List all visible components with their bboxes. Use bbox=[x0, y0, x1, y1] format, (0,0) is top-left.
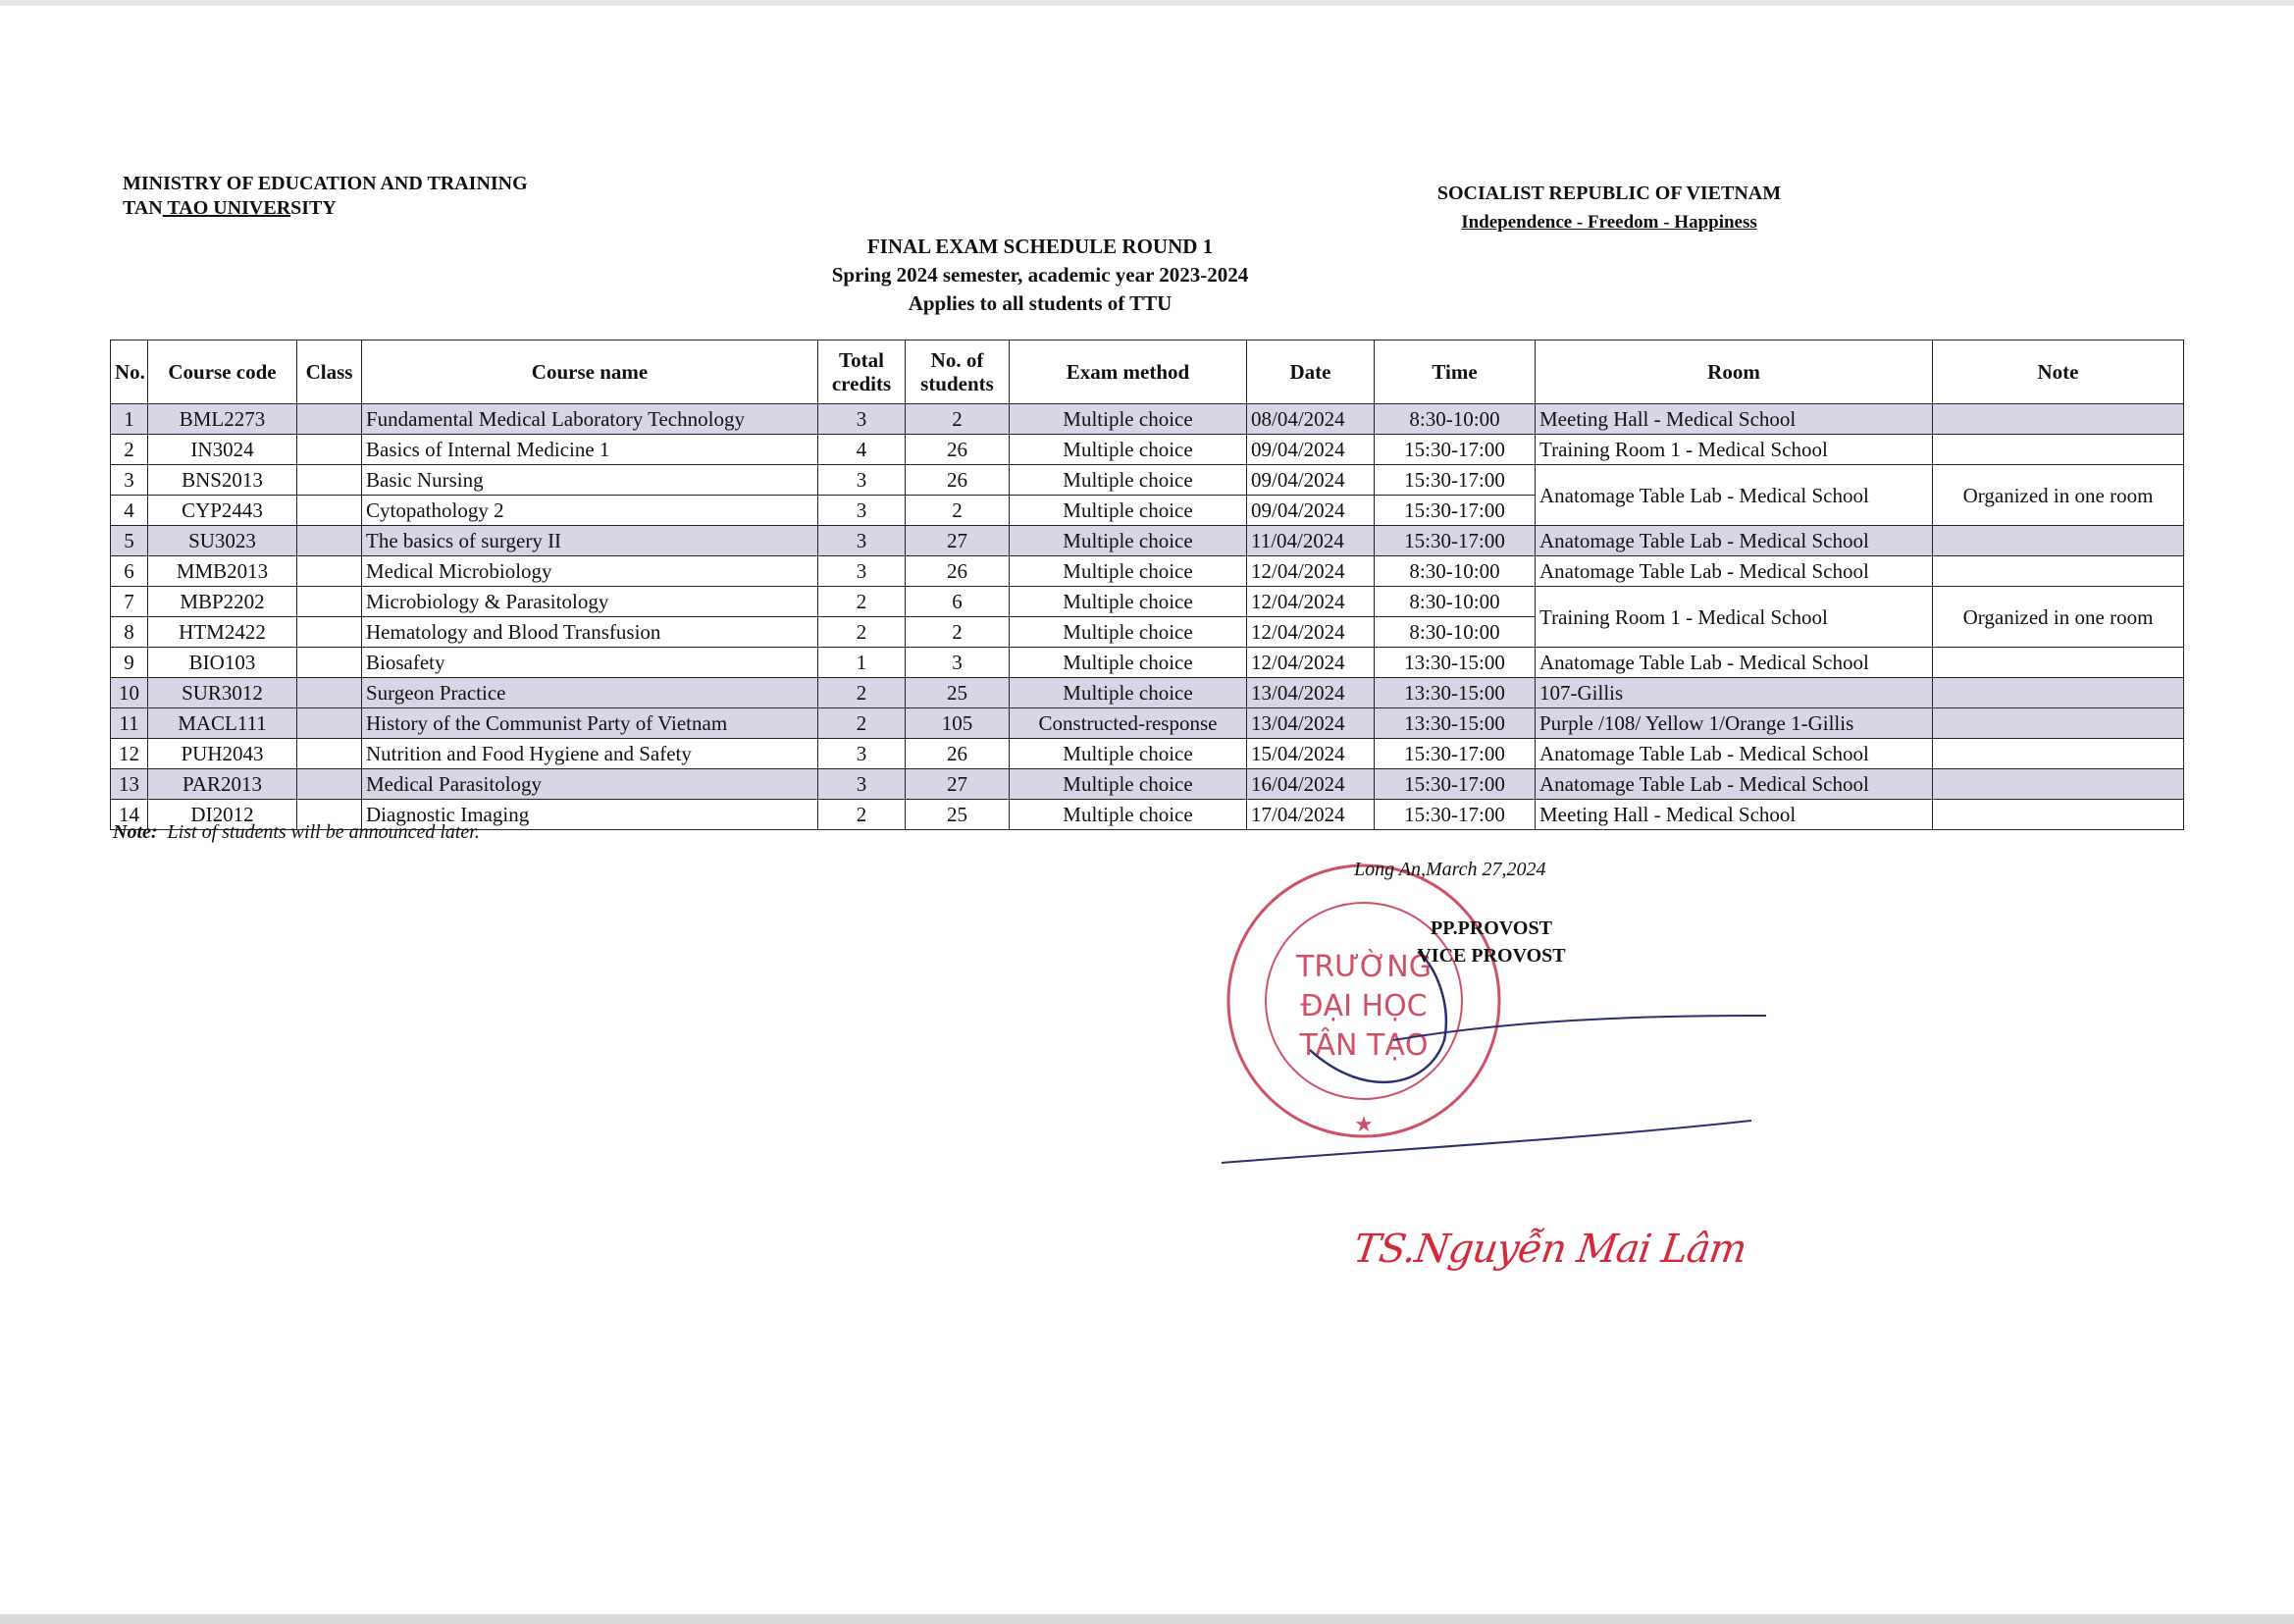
cell-method: Constructed-response bbox=[1010, 708, 1247, 739]
cell-name: Basics of Internal Medicine 1 bbox=[362, 435, 818, 465]
table-header-row bbox=[111, 341, 2184, 404]
signer-name: TS.Nguyễn Mai Lâm bbox=[1350, 1227, 1749, 1272]
cell-class bbox=[297, 587, 362, 617]
cell-date: 13/04/2024 bbox=[1247, 678, 1375, 708]
cell-no: 7 bbox=[111, 587, 148, 617]
cell-time: 13:30-15:00 bbox=[1375, 708, 1536, 739]
cell-time: 8:30-10:00 bbox=[1375, 556, 1536, 587]
cell-students: 27 bbox=[906, 526, 1010, 556]
cell-credits: 2 bbox=[818, 587, 906, 617]
cell-class bbox=[297, 678, 362, 708]
cell-time: 15:30-17:00 bbox=[1375, 769, 1536, 800]
cell-method: Multiple choice bbox=[1010, 404, 1247, 435]
cell-students: 25 bbox=[906, 678, 1010, 708]
col-header-class: Class bbox=[297, 341, 362, 404]
cell-code: IN3024 bbox=[148, 435, 297, 465]
cell-code: SU3023 bbox=[148, 526, 297, 556]
cell-credits: 2 bbox=[818, 678, 906, 708]
cell-code: BIO103 bbox=[148, 648, 297, 678]
cell-name: Basic Nursing bbox=[362, 465, 818, 496]
table-row bbox=[111, 708, 2184, 739]
cell-room: Anatomage Table Lab - Medical School bbox=[1536, 769, 1933, 800]
cell-credits: 2 bbox=[818, 617, 906, 648]
cell-name: Nutrition and Food Hygiene and Safety bbox=[362, 739, 818, 769]
cell-class bbox=[297, 435, 362, 465]
seal-star: ★ bbox=[1354, 1112, 1374, 1136]
cell-method: Multiple choice bbox=[1010, 678, 1247, 708]
seal-line-1: TRƯỜNG bbox=[1296, 950, 1432, 984]
footnote bbox=[113, 821, 480, 844]
cell-date: 12/04/2024 bbox=[1247, 556, 1375, 587]
signatory-title-1: PP.PROVOST bbox=[1431, 917, 1552, 939]
cell-code: HTM2422 bbox=[148, 617, 297, 648]
scan-edge-top bbox=[0, 0, 2294, 6]
cell-no: 12 bbox=[111, 739, 148, 769]
cell-class bbox=[297, 617, 362, 648]
cell-name: Medical Microbiology bbox=[362, 556, 818, 587]
cell-method: Multiple choice bbox=[1010, 648, 1247, 678]
cell-method: Multiple choice bbox=[1010, 496, 1247, 526]
cell-code: CYP2443 bbox=[148, 496, 297, 526]
cell-room: Meeting Hall - Medical School bbox=[1536, 800, 1933, 830]
cell-date: 15/04/2024 bbox=[1247, 739, 1375, 769]
cell-code: MMB2013 bbox=[148, 556, 297, 587]
cell-no: 13 bbox=[111, 769, 148, 800]
cell-date: 09/04/2024 bbox=[1247, 496, 1375, 526]
table-row bbox=[111, 769, 2184, 800]
cell-date: 09/04/2024 bbox=[1247, 435, 1375, 465]
cell-name: Biosafety bbox=[362, 648, 818, 678]
cell-method: Multiple choice bbox=[1010, 556, 1247, 587]
cell-time: 15:30-17:00 bbox=[1375, 496, 1536, 526]
place-and-date: Long An,March 27,2024 bbox=[1354, 859, 1546, 880]
cell-note bbox=[1933, 800, 2184, 830]
cell-method: Multiple choice bbox=[1010, 617, 1247, 648]
document-title bbox=[687, 233, 1393, 318]
cell-name: Hematology and Blood Transfusion bbox=[362, 617, 818, 648]
cell-room: Training Room 1 - Medical School bbox=[1536, 435, 1933, 465]
cell-room: Anatomage Table Lab - Medical School bbox=[1536, 648, 1933, 678]
cell-no: 3 bbox=[111, 465, 148, 496]
cell-no: 6 bbox=[111, 556, 148, 587]
cell-no: 8 bbox=[111, 617, 148, 648]
ministry-name: MINISTRY OF EDUCATION AND TRAINING bbox=[123, 173, 528, 194]
cell-students: 2 bbox=[906, 404, 1010, 435]
col-header-room: Room bbox=[1536, 341, 1933, 404]
cell-code: MBP2202 bbox=[148, 587, 297, 617]
cell-date: 09/04/2024 bbox=[1247, 465, 1375, 496]
title-line-1: FINAL EXAM SCHEDULE ROUND 1 bbox=[866, 235, 1214, 258]
cell-students: 26 bbox=[906, 465, 1010, 496]
cell-note bbox=[1933, 404, 2184, 435]
cell-no: 2 bbox=[111, 435, 148, 465]
cell-room: Training Room 1 - Medical School bbox=[1536, 587, 1933, 648]
cell-name: The basics of surgery II bbox=[362, 526, 818, 556]
cell-note bbox=[1933, 435, 2184, 465]
cell-class bbox=[297, 769, 362, 800]
table-row bbox=[111, 678, 2184, 708]
col-header-credits: Total credits bbox=[818, 341, 906, 404]
cell-credits: 2 bbox=[818, 708, 906, 739]
cell-credits: 3 bbox=[818, 769, 906, 800]
cell-date: 16/04/2024 bbox=[1247, 769, 1375, 800]
col-header-date: Date bbox=[1247, 341, 1375, 404]
cell-method: Multiple choice bbox=[1010, 435, 1247, 465]
cell-note bbox=[1933, 708, 2184, 739]
cell-time: 8:30-10:00 bbox=[1375, 404, 1536, 435]
signatory-title bbox=[1364, 915, 1619, 969]
cell-students: 26 bbox=[906, 435, 1010, 465]
col-header-time: Time bbox=[1375, 341, 1536, 404]
cell-method: Multiple choice bbox=[1010, 587, 1247, 617]
cell-class bbox=[297, 556, 362, 587]
cell-credits: 3 bbox=[818, 526, 906, 556]
cell-date: 12/04/2024 bbox=[1247, 648, 1375, 678]
cell-credits: 1 bbox=[818, 648, 906, 678]
cell-name: Medical Parasitology bbox=[362, 769, 818, 800]
cell-method: Multiple choice bbox=[1010, 800, 1247, 830]
seal-line-3: TÂN TẠO bbox=[1299, 1028, 1429, 1063]
footnote-label: Note: bbox=[113, 821, 158, 843]
ministry-header bbox=[123, 172, 528, 221]
cell-name: Microbiology & Parasitology bbox=[362, 587, 818, 617]
cell-name: History of the Communist Party of Vietnam bbox=[362, 708, 818, 739]
col-header-code: Course code bbox=[148, 341, 297, 404]
footnote-text: List of students will be announced later. bbox=[167, 821, 480, 843]
table-row bbox=[111, 435, 2184, 465]
col-header-students: No. of students bbox=[906, 341, 1010, 404]
cell-time: 13:30-15:00 bbox=[1375, 678, 1536, 708]
cell-note bbox=[1933, 648, 2184, 678]
cell-no: 9 bbox=[111, 648, 148, 678]
cell-no: 5 bbox=[111, 526, 148, 556]
cell-room: Anatomage Table Lab - Medical School bbox=[1536, 556, 1933, 587]
republic-header bbox=[1374, 179, 1845, 237]
cell-students: 25 bbox=[906, 800, 1010, 830]
cell-name: Surgeon Practice bbox=[362, 678, 818, 708]
cell-room: Anatomage Table Lab - Medical School bbox=[1536, 739, 1933, 769]
cell-code: PUH2043 bbox=[148, 739, 297, 769]
cell-room: Anatomage Table Lab - Medical School bbox=[1536, 465, 1933, 526]
cell-time: 15:30-17:00 bbox=[1375, 435, 1536, 465]
cell-students: 27 bbox=[906, 769, 1010, 800]
cell-method: Multiple choice bbox=[1010, 769, 1247, 800]
cell-time: 8:30-10:00 bbox=[1375, 587, 1536, 617]
col-header-method: Exam method bbox=[1010, 341, 1247, 404]
cell-students: 26 bbox=[906, 739, 1010, 769]
national-motto: Independence - Freedom - Happiness bbox=[1461, 212, 1757, 233]
cell-name: Diagnostic Imaging bbox=[362, 800, 818, 830]
cell-room: Meeting Hall - Medical School bbox=[1536, 404, 1933, 435]
col-header-name: Course name bbox=[362, 341, 818, 404]
cell-code: MACL111 bbox=[148, 708, 297, 739]
cell-class bbox=[297, 496, 362, 526]
table-row bbox=[111, 526, 2184, 556]
cell-time: 15:30-17:00 bbox=[1375, 739, 1536, 769]
table-row bbox=[111, 739, 2184, 769]
cell-credits: 3 bbox=[818, 496, 906, 526]
cell-time: 15:30-17:00 bbox=[1375, 526, 1536, 556]
cell-class bbox=[297, 465, 362, 496]
cell-time: 8:30-10:00 bbox=[1375, 617, 1536, 648]
cell-credits: 4 bbox=[818, 435, 906, 465]
cell-time: 15:30-17:00 bbox=[1375, 800, 1536, 830]
cell-students: 105 bbox=[906, 708, 1010, 739]
cell-note bbox=[1933, 526, 2184, 556]
cell-code: SUR3012 bbox=[148, 678, 297, 708]
cell-note bbox=[1933, 678, 2184, 708]
table-row bbox=[111, 587, 2184, 617]
signature-lines bbox=[1217, 1001, 1805, 1178]
title-line-3: Applies to all students of TTU bbox=[908, 291, 1173, 315]
cell-no: 10 bbox=[111, 678, 148, 708]
table-row bbox=[111, 465, 2184, 496]
cell-students: 3 bbox=[906, 648, 1010, 678]
cell-credits: 3 bbox=[818, 465, 906, 496]
col-header-no: No. bbox=[111, 341, 148, 404]
cell-credits: 3 bbox=[818, 404, 906, 435]
cell-class bbox=[297, 739, 362, 769]
cell-time: 15:30-17:00 bbox=[1375, 465, 1536, 496]
cell-name: Cytopathology 2 bbox=[362, 496, 818, 526]
cell-class bbox=[297, 708, 362, 739]
signatory-title-2: VICE PROVOST bbox=[1417, 945, 1566, 967]
cell-credits: 2 bbox=[818, 800, 906, 830]
cell-date: 11/04/2024 bbox=[1247, 526, 1375, 556]
cell-method: Multiple choice bbox=[1010, 526, 1247, 556]
table-row bbox=[111, 556, 2184, 587]
cell-code: DI2012 bbox=[148, 800, 297, 830]
cell-no: 1 bbox=[111, 404, 148, 435]
cell-room: Purple /108/ Yellow 1/Orange 1-Gillis bbox=[1536, 708, 1933, 739]
cell-no: 14 bbox=[111, 800, 148, 830]
cell-code: BML2273 bbox=[148, 404, 297, 435]
cell-note bbox=[1933, 739, 2184, 769]
scan-edge-bottom bbox=[0, 1614, 2294, 1624]
university-name: TAN TAO UNIVERSITY bbox=[123, 197, 337, 219]
cell-note: Organized in one room bbox=[1933, 465, 2184, 526]
cell-students: 2 bbox=[906, 496, 1010, 526]
exam-schedule-table bbox=[110, 340, 2184, 830]
cell-students: 6 bbox=[906, 587, 1010, 617]
cell-code: PAR2013 bbox=[148, 769, 297, 800]
cell-method: Multiple choice bbox=[1010, 465, 1247, 496]
cell-method: Multiple choice bbox=[1010, 739, 1247, 769]
cell-class bbox=[297, 526, 362, 556]
cell-note bbox=[1933, 769, 2184, 800]
cell-name: Fundamental Medical Laboratory Technology bbox=[362, 404, 818, 435]
cell-room: 107-Gillis bbox=[1536, 678, 1933, 708]
table-row bbox=[111, 648, 2184, 678]
cell-no: 4 bbox=[111, 496, 148, 526]
cell-date: 12/04/2024 bbox=[1247, 587, 1375, 617]
title-line-2: Spring 2024 semester, academic year 2023-2024 bbox=[831, 263, 1249, 287]
seal-line-2: ĐẠI HỌC bbox=[1300, 989, 1428, 1023]
cell-credits: 3 bbox=[818, 556, 906, 587]
cell-date: 13/04/2024 bbox=[1247, 708, 1375, 739]
cell-code: BNS2013 bbox=[148, 465, 297, 496]
cell-students: 2 bbox=[906, 617, 1010, 648]
cell-class bbox=[297, 648, 362, 678]
table-row bbox=[111, 404, 2184, 435]
cell-time: 13:30-15:00 bbox=[1375, 648, 1536, 678]
cell-credits: 3 bbox=[818, 739, 906, 769]
cell-date: 17/04/2024 bbox=[1247, 800, 1375, 830]
cell-date: 08/04/2024 bbox=[1247, 404, 1375, 435]
cell-no: 11 bbox=[111, 708, 148, 739]
cell-date: 12/04/2024 bbox=[1247, 617, 1375, 648]
cell-note bbox=[1933, 556, 2184, 587]
cell-students: 26 bbox=[906, 556, 1010, 587]
cell-class bbox=[297, 404, 362, 435]
cell-room: Anatomage Table Lab - Medical School bbox=[1536, 526, 1933, 556]
cell-note: Organized in one room bbox=[1933, 587, 2184, 648]
republic-name: SOCIALIST REPUBLIC OF VIETNAM bbox=[1436, 183, 1782, 204]
col-header-note: Note bbox=[1933, 341, 2184, 404]
